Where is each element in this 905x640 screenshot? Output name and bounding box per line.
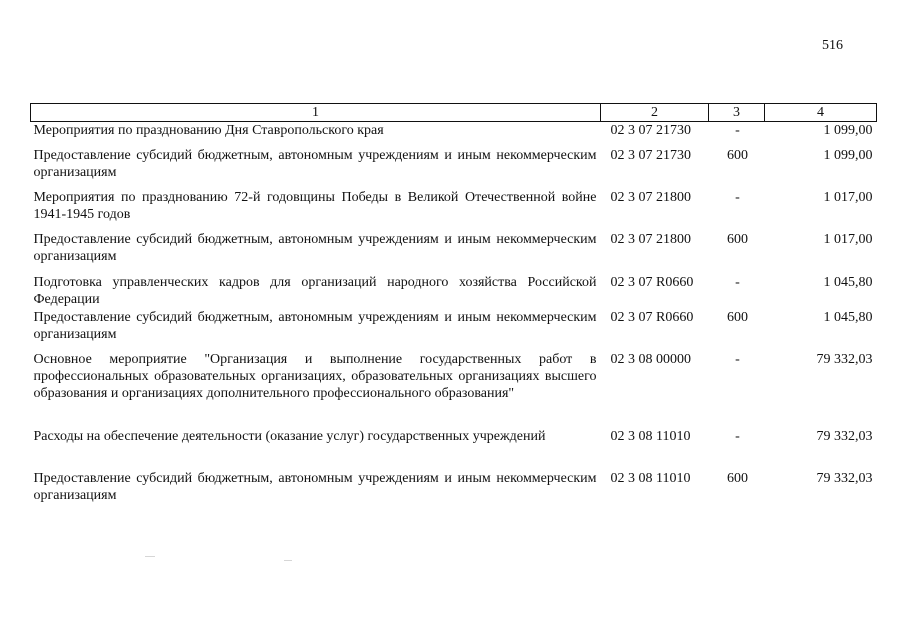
header-row bbox=[31, 104, 877, 122]
row-amount: 1 017,00 bbox=[823, 190, 873, 205]
table-row bbox=[31, 428, 877, 470]
table-row bbox=[31, 189, 877, 231]
row-code: 02 3 07 21800 bbox=[610, 232, 691, 247]
table-row bbox=[31, 351, 877, 428]
row-code: 02 3 07 21800 bbox=[610, 190, 691, 205]
table-body bbox=[31, 122, 877, 511]
row-amount: 1 099,00 bbox=[823, 148, 873, 163]
row-code: 02 3 07 21730 bbox=[610, 148, 691, 163]
table-row bbox=[31, 309, 877, 351]
row-name: Подготовка управленческих кадров для организаций народного хозяйства Российской Федерации bbox=[33, 275, 597, 307]
row-amount: 1 017,00 bbox=[823, 232, 873, 247]
row-code: 02 3 08 00000 bbox=[610, 352, 691, 367]
table-row bbox=[31, 122, 877, 148]
row-type: - bbox=[735, 429, 740, 444]
row-type: - bbox=[735, 123, 740, 138]
row-name: Предоставление субсидий бюджетным, автономным учреждениям и иным некоммерческим организациям bbox=[33, 310, 597, 342]
row-amount: 1 045,80 bbox=[823, 310, 873, 325]
header-col-type: 3 bbox=[709, 104, 765, 122]
row-type: - bbox=[735, 352, 740, 367]
row-amount: 1 099,00 bbox=[823, 123, 873, 138]
row-name: Расходы на обеспечение деятельности (оказание услуг) государственных учреждений bbox=[33, 429, 546, 444]
row-name: Мероприятия по празднованию Дня Ставропольского края bbox=[33, 123, 384, 138]
row-amount: 79 332,03 bbox=[816, 352, 873, 367]
row-name: Мероприятия по празднованию 72-й годовщины Победы в Великой Отечественной войне 1941-1945 годов bbox=[33, 190, 597, 222]
row-type: - bbox=[735, 275, 740, 290]
row-name: Предоставление субсидий бюджетным, автономным учреждениям и иным некоммерческим организациям bbox=[33, 471, 597, 503]
page-number: 516 bbox=[822, 38, 843, 53]
row-code: 02 3 07 21730 bbox=[610, 123, 691, 138]
row-code: 02 3 08 11010 bbox=[610, 471, 691, 486]
header-col-amount: 4 bbox=[765, 104, 877, 122]
row-type: 600 bbox=[727, 310, 748, 325]
table-header bbox=[31, 104, 877, 122]
scan-artifact-line bbox=[284, 560, 292, 561]
row-name: Предоставление субсидий бюджетным, автономным учреждениям и иным некоммерческим организациям bbox=[33, 148, 597, 180]
row-type: 600 bbox=[727, 148, 748, 163]
budget-table bbox=[30, 103, 877, 510]
row-amount: 79 332,03 bbox=[816, 471, 873, 486]
row-amount: 79 332,03 bbox=[816, 429, 873, 444]
header-col-name: 1 bbox=[31, 104, 601, 122]
row-name: Основное мероприятие "Организация и выполнение государственных работ в профессиональных образовательных организациях, образовательных организациях высшего образования и организациях дополнительного профессионального образования" bbox=[33, 352, 597, 401]
table-row bbox=[31, 274, 877, 309]
table-row bbox=[31, 147, 877, 189]
row-type: - bbox=[735, 190, 740, 205]
table-row bbox=[31, 470, 877, 510]
row-type: 600 bbox=[727, 471, 748, 486]
table-row bbox=[31, 231, 877, 274]
header-col-code: 2 bbox=[601, 104, 709, 122]
row-code: 02 3 08 11010 bbox=[610, 429, 691, 444]
row-code: 02 3 07 R0660 bbox=[610, 310, 694, 325]
scan-artifact-line bbox=[145, 556, 155, 557]
row-amount: 1 045,80 bbox=[823, 275, 873, 290]
row-type: 600 bbox=[727, 232, 748, 247]
row-code: 02 3 07 R0660 bbox=[610, 275, 694, 290]
row-name: Предоставление субсидий бюджетным, автономным учреждениям и иным некоммерческим организациям bbox=[33, 232, 597, 264]
